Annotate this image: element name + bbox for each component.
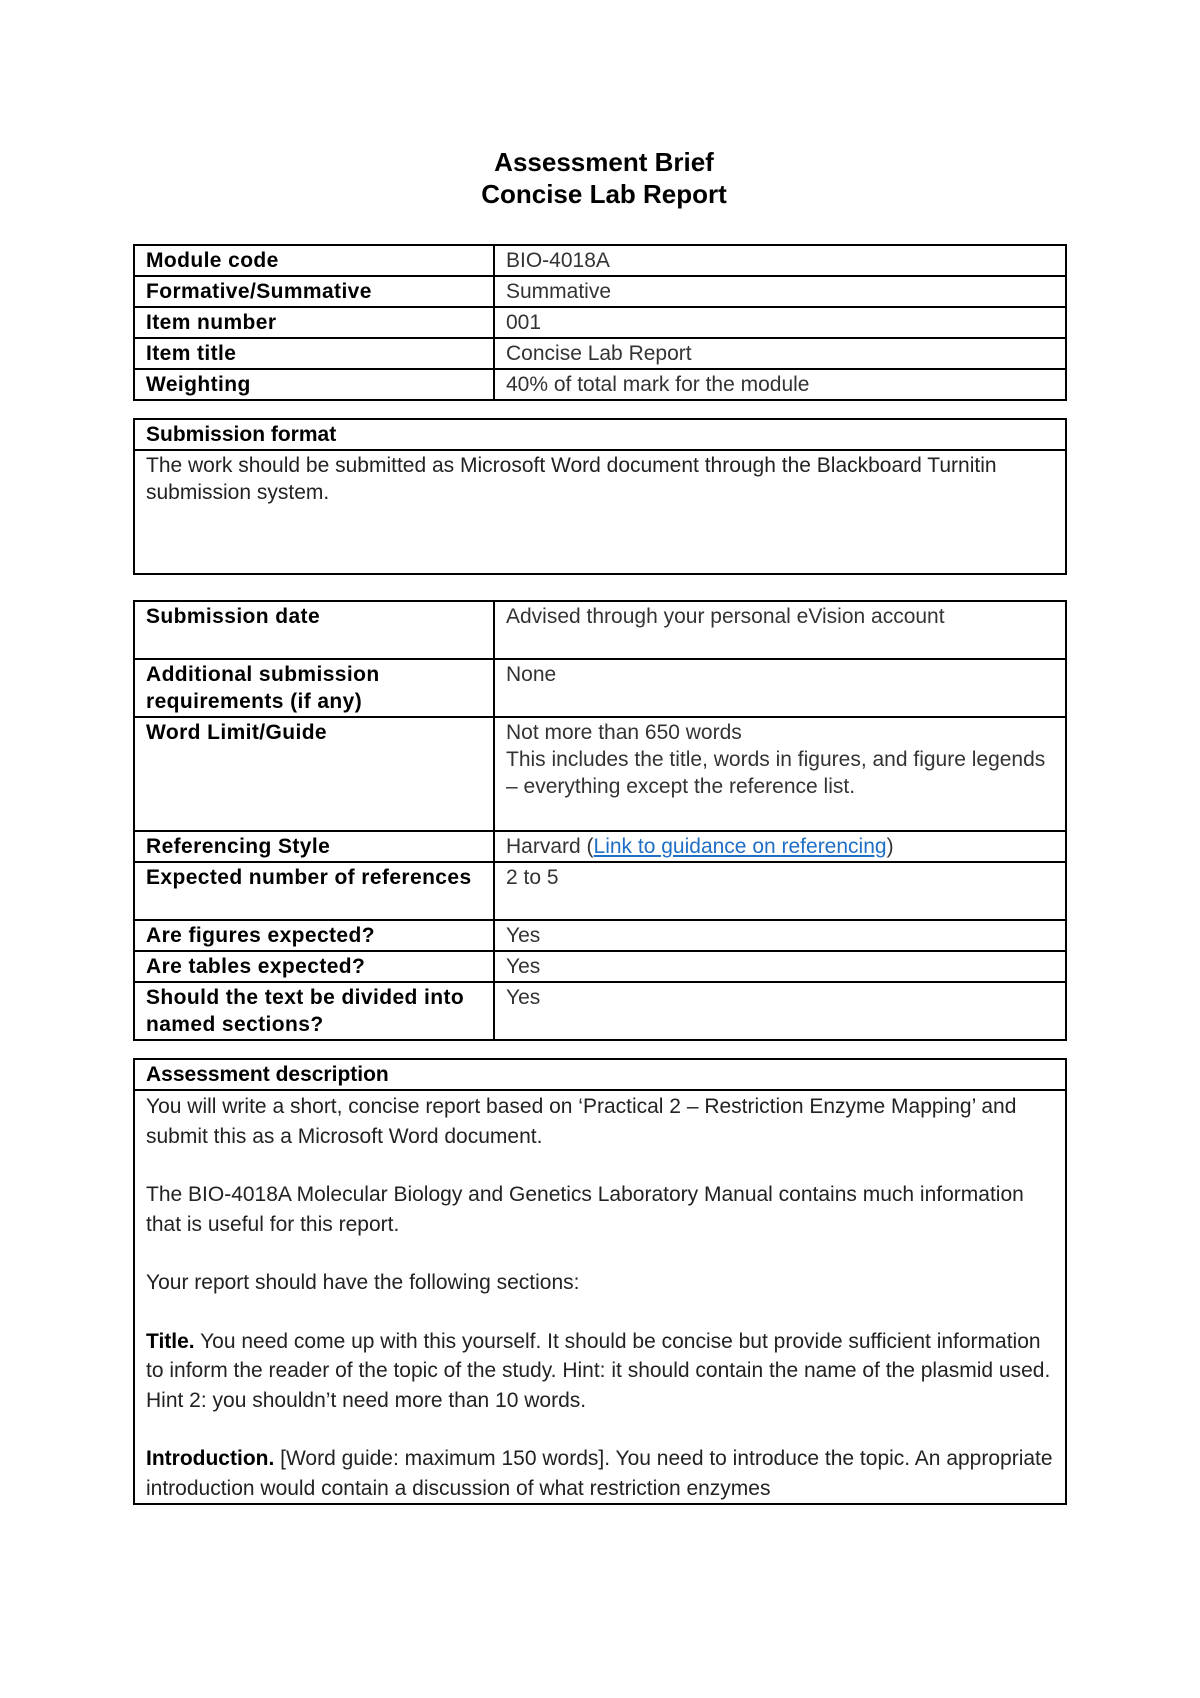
introduction-section-lead: Introduction. — [146, 1447, 275, 1470]
table-row — [134, 1090, 1066, 1504]
assessment-description-table — [133, 1058, 1067, 1505]
module-code-value: BIO-4018A — [494, 245, 1066, 276]
expected-references-value: 2 to 5 — [494, 862, 1066, 920]
submission-date-value: Advised through your personal eVision account — [494, 601, 1066, 659]
named-sections-label: Should the text be divided into named sections? — [134, 982, 494, 1040]
referencing-style-value — [494, 831, 1066, 862]
table-row — [134, 276, 1066, 307]
title-line-2: Concise Lab Report — [481, 179, 727, 209]
expected-references-label: Expected number of references — [134, 862, 494, 920]
figures-expected-value: Yes — [494, 920, 1066, 951]
weighting-label: Weighting — [134, 369, 494, 400]
document-title — [0, 146, 1200, 210]
word-limit-value — [494, 717, 1066, 831]
referencing-suffix: ) — [886, 835, 894, 858]
table-row — [134, 450, 1066, 574]
referencing-guidance-link[interactable]: Link to guidance on referencing — [593, 835, 887, 858]
title-line-1: Assessment Brief — [494, 147, 714, 177]
description-paragraph-1: You will write a short, concise report based on ‘Practical 2 – Restriction Enzyme Mapping’ and submit this as a Microsoft Word document. — [146, 1095, 1017, 1148]
additional-requirements-value: None — [494, 659, 1066, 717]
word-limit-label: Word Limit/Guide — [134, 717, 494, 831]
submission-format-text: The work should be submitted as Microsoft Word document through the Blackboard Turnitin submission system. — [134, 450, 1066, 574]
table-row — [134, 1059, 1066, 1090]
item-number-value: 001 — [494, 307, 1066, 338]
introduction-section-paragraph — [146, 1444, 1055, 1503]
tables-expected-value: Yes — [494, 951, 1066, 982]
formative-summative-label: Formative/Summative — [134, 276, 494, 307]
description-paragraph-2: The BIO-4018A Molecular Biology and Genetics Laboratory Manual contains much information that is useful for this report. — [146, 1183, 1024, 1236]
table-row — [134, 419, 1066, 450]
table-row — [134, 307, 1066, 338]
module-info-table — [133, 244, 1067, 401]
named-sections-value: Yes — [494, 982, 1066, 1040]
additional-requirements-label: Additional submission requirements (if any) — [134, 659, 494, 717]
figures-expected-label: Are figures expected? — [134, 920, 494, 951]
table-row — [134, 982, 1066, 1040]
assessment-description-body — [134, 1090, 1066, 1504]
title-section-paragraph — [146, 1327, 1055, 1416]
table-row — [134, 601, 1066, 659]
weighting-value: 40% of total mark for the module — [494, 369, 1066, 400]
table-row — [134, 951, 1066, 982]
word-limit-line-2: This includes the title, words in figures, and figure legends – everything except the reference list. — [506, 748, 1046, 798]
table-row — [134, 659, 1066, 717]
submission-format-table — [133, 418, 1067, 575]
referencing-style-label: Referencing Style — [134, 831, 494, 862]
referencing-prefix: Harvard ( — [506, 835, 594, 858]
title-section-text: You need come up with this yourself. It should be concise but provide sufficient information to inform the reader of the topic of the study. Hint: it should contain the name of the plasmid used. Hint 2: you shouldn’t need more than 10 words. — [146, 1329, 1051, 1412]
description-paragraph-3: Your report should have the following sections: — [146, 1271, 580, 1294]
item-number-label: Item number — [134, 307, 494, 338]
module-code-label: Module code — [134, 245, 494, 276]
table-row — [134, 717, 1066, 831]
item-title-label: Item title — [134, 338, 494, 369]
formative-summative-value: Summative — [494, 276, 1066, 307]
table-row — [134, 831, 1066, 862]
submission-details-table — [133, 600, 1067, 1041]
table-row — [134, 338, 1066, 369]
item-title-value: Concise Lab Report — [494, 338, 1066, 369]
submission-date-label: Submission date — [134, 601, 494, 659]
assessment-description-header: Assessment description — [134, 1059, 1066, 1090]
word-limit-line-1: Not more than 650 words — [506, 721, 742, 744]
tables-expected-label: Are tables expected? — [134, 951, 494, 982]
table-row — [134, 245, 1066, 276]
title-section-lead: Title. — [146, 1329, 195, 1353]
submission-format-header: Submission format — [134, 419, 1066, 450]
table-row — [134, 920, 1066, 951]
introduction-section-text: [Word guide: maximum 150 words]. You need to introduce the topic. An appropriate introduction would contain a discussion of what restriction enzymes — [146, 1447, 1053, 1500]
table-row — [134, 369, 1066, 400]
table-row — [134, 862, 1066, 920]
